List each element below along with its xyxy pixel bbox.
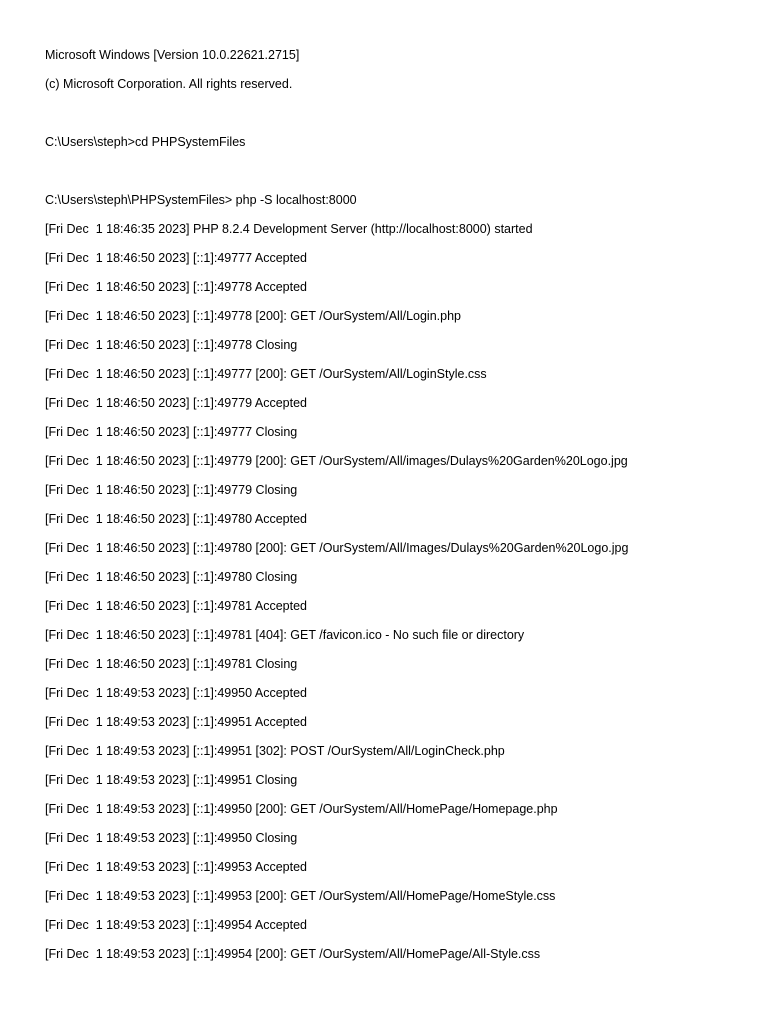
log-line: [Fri Dec 1 18:49:53 2023] [::1]:49954 [200]: GET /OurSystem/All/HomePage/All-Style.css bbox=[45, 947, 541, 961]
log-line: [Fri Dec 1 18:46:50 2023] [::1]:49779 [200]: GET /OurSystem/All/images/Dulays%20Garden%20Logo.jpg bbox=[45, 454, 628, 468]
log-line: [Fri Dec 1 18:46:50 2023] [::1]:49780 Accepted bbox=[45, 512, 307, 526]
log-line: [Fri Dec 1 18:49:53 2023] [::1]:49950 Accepted bbox=[45, 686, 307, 700]
log-line: [Fri Dec 1 18:49:53 2023] [::1]:49951 [302]: POST /OurSystem/All/LoginCheck.php bbox=[45, 744, 505, 758]
log-line: [Fri Dec 1 18:46:50 2023] [::1]:49780 [200]: GET /OurSystem/All/Images/Dulays%20Garden%20Logo.jpg bbox=[45, 541, 629, 555]
log-line: [Fri Dec 1 18:46:50 2023] [::1]:49781 Accepted bbox=[45, 599, 307, 613]
text-line: C:\Users\steph>cd PHPSystemFiles bbox=[45, 135, 246, 149]
log-line: [Fri Dec 1 18:46:50 2023] [::1]:49777 [200]: GET /OurSystem/All/LoginStyle.css bbox=[45, 367, 487, 381]
blank-line bbox=[45, 103, 745, 132]
blank-line bbox=[45, 161, 745, 190]
text-line: C:\Users\steph\PHPSystemFiles> php -S localhost:8000 bbox=[45, 193, 357, 207]
log-line: [Fri Dec 1 18:49:53 2023] [::1]:49951 Closing bbox=[45, 773, 298, 787]
log-line: [Fri Dec 1 18:46:50 2023] [::1]:49777 Accepted bbox=[45, 251, 307, 265]
log-line: [Fri Dec 1 18:46:50 2023] [::1]:49780 Closing bbox=[45, 570, 298, 584]
log-line: [Fri Dec 1 18:49:53 2023] [::1]:49953 [200]: GET /OurSystem/All/HomePage/HomeStyle.css bbox=[45, 889, 556, 903]
log-line: [Fri Dec 1 18:46:50 2023] [::1]:49781 Closing bbox=[45, 657, 298, 671]
log-line: [Fri Dec 1 18:46:50 2023] [::1]:49779 Accepted bbox=[45, 396, 307, 410]
log-line: [Fri Dec 1 18:49:53 2023] [::1]:49950 [200]: GET /OurSystem/All/HomePage/Homepage.php bbox=[45, 802, 558, 816]
log-line: [Fri Dec 1 18:46:50 2023] [::1]:49779 Closing bbox=[45, 483, 298, 497]
log-line: [Fri Dec 1 18:46:35 2023] PHP 8.2.4 Development Server (http://localhost:8000) started bbox=[45, 222, 533, 236]
text-line: (c) Microsoft Corporation. All rights reserved. bbox=[45, 77, 293, 91]
log-line: [Fri Dec 1 18:49:53 2023] [::1]:49954 Accepted bbox=[45, 918, 307, 932]
log-line: [Fri Dec 1 18:49:53 2023] [::1]:49950 Closing bbox=[45, 831, 298, 845]
log-line: [Fri Dec 1 18:46:50 2023] [::1]:49778 [200]: GET /OurSystem/All/Login.php bbox=[45, 309, 461, 323]
document-page bbox=[45, 45, 745, 973]
log-line: [Fri Dec 1 18:46:50 2023] [::1]:49781 [404]: GET /favicon.ico - No such file or directory bbox=[45, 628, 525, 642]
text-line: Microsoft Windows [Version 10.0.22621.2715] bbox=[45, 48, 300, 62]
log-line: [Fri Dec 1 18:46:50 2023] [::1]:49778 Accepted bbox=[45, 280, 307, 294]
log-line: [Fri Dec 1 18:46:50 2023] [::1]:49777 Closing bbox=[45, 425, 298, 439]
log-line: [Fri Dec 1 18:49:53 2023] [::1]:49953 Accepted bbox=[45, 860, 307, 874]
log-line: [Fri Dec 1 18:49:53 2023] [::1]:49951 Accepted bbox=[45, 715, 307, 729]
log-line: [Fri Dec 1 18:46:50 2023] [::1]:49778 Closing bbox=[45, 338, 298, 352]
